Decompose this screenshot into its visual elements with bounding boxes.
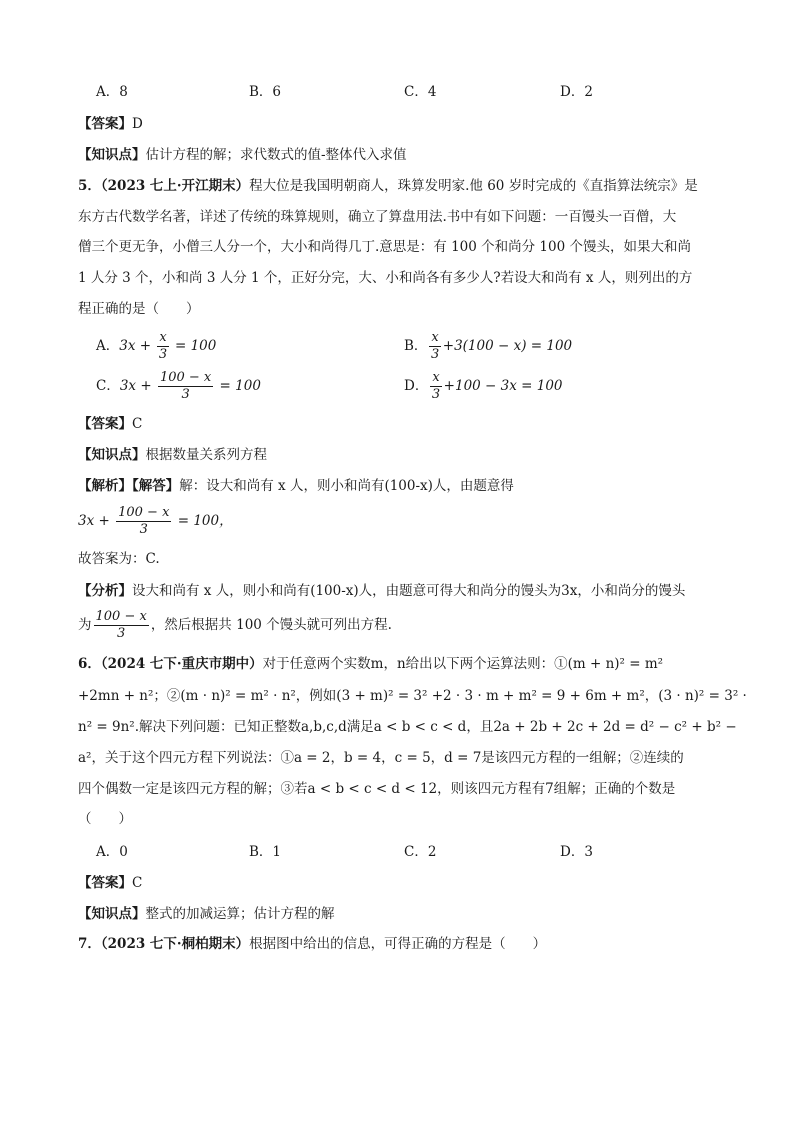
knowledge-tag: 【知识点】: [78, 447, 146, 463]
answer-value: D: [132, 116, 143, 132]
q4-option-c: C．4: [404, 84, 437, 100]
q6-option-a: A．0: [96, 844, 128, 860]
fenxi-text: 设大和尚有 x 人，则小和尚有(100-x)人，由题意可得大和尚分的馒头为3x，小和尚分的馒头: [132, 583, 686, 599]
q7-stem: [78, 934, 546, 954]
stem-text: 根据图中给出的信息，可得正确的方程是（ ）: [249, 936, 547, 952]
question-source: （2023 七上·开江期末）: [100, 178, 250, 194]
q4-option-a: A．8: [96, 84, 128, 100]
q5-fenxi: [78, 581, 685, 601]
q5-option-d: D． $\frac{x}{3}$ +100 − 3x = 100: [404, 370, 563, 402]
q5-stem-line-5: 程正确的是（ ）: [78, 301, 200, 317]
answer-tag: 【答案】: [78, 416, 132, 432]
question-number: 6．: [78, 656, 101, 672]
knowledge-text: 根据数量关系列方程: [145, 447, 267, 463]
answer-value: C: [132, 416, 143, 432]
q6-knowledge-point: [78, 904, 335, 924]
q6-stem-line-6: （ ）: [78, 811, 132, 827]
knowledge-text: 估计方程的解；求代数式的值-整体代入求值: [145, 147, 407, 163]
q5-option-a: A．3x + $\frac{x}{3}$ = 100: [96, 330, 217, 362]
fraction: $\frac{x}{3}$: [430, 330, 440, 362]
knowledge-text: 整式的加减运算；估计方程的解: [145, 906, 335, 922]
q4-answer: [78, 114, 143, 134]
q5-answer: [78, 414, 142, 434]
q5-stem-line-2: 东方古代数学名著，详述了传统的珠算规则，确立了算盘用法.书中有如下问题：一百馒头一百僧，大: [78, 209, 677, 225]
fraction: $\frac{x}{3}$: [158, 330, 168, 362]
analysis-text: 解：设大和尚有 x 人，则小和尚有(100-x)人，由题意得: [179, 478, 514, 494]
q4-option-b: B．6: [249, 84, 282, 100]
fraction: $\frac{100 - x}{3}$: [118, 505, 170, 537]
q4-option-d: D．2: [560, 84, 593, 100]
q6-option-d: D．3: [560, 844, 593, 860]
q6-stem-line-2: +2mn + n²；②(m · n)² = m² · n²，例如(3 + m)² = 3² +2 · 3 · m + m² = 9 + 6m + m²，(3 · n)² = 3² ·: [78, 688, 747, 704]
q4-knowledge-point: [78, 145, 407, 165]
q5-fenxi-line-2: 为 $\frac{100 - x}{3}$ ，然后根据共 100 个馒头就可列出方程.: [78, 609, 392, 641]
analysis-tag: 【解析】【解答】: [78, 478, 180, 494]
question-number: 7．: [78, 936, 101, 952]
fraction: $\frac{100 - x}{3}$: [159, 370, 212, 402]
q5-conclusion: 故答案为：C.: [78, 551, 160, 567]
q5-analysis: [78, 476, 514, 496]
q5-knowledge-point: [78, 445, 267, 465]
q6-option-b: B．1: [249, 844, 282, 860]
q6-option-c: C．2: [404, 844, 437, 860]
q5-option-c: C．3x + $\frac{100 - x}{3}$ = 100: [96, 370, 261, 402]
q6-stem-line-5: 四个偶数一定是该四元方程的解；③若a < b < c < d < 12，则该四元方程有7组解；正确的个数是: [78, 781, 676, 797]
answer-tag: 【答案】: [78, 875, 132, 891]
q5-equation: 3x + $\frac{100 - x}{3}$ = 100，: [78, 505, 233, 537]
answer-value: C: [132, 875, 143, 891]
q6-answer: [78, 873, 142, 893]
fraction: $\frac{x}{3}$: [431, 370, 441, 402]
question-number: 5．: [78, 178, 101, 194]
q5-stem-line-4: 1 人分 3 个，小和尚 3 人分 1 个，正好分完，大、小和尚各有多少人?若设大和尚有 x 人，则列出的方: [78, 270, 693, 286]
fraction: $\frac{100 - x}{3}$: [95, 609, 147, 641]
question-source: （2023 七下·桐柏期末）: [100, 936, 250, 952]
q5-stem-line-3: 僧三个更无争，小僧三人分一个，大小和尚得几丁.意思是：有 100 个和尚分 100 个馒头，如果大和尚: [78, 239, 691, 255]
question-source: （2024 七下·重庆市期中）: [100, 656, 263, 672]
q6-stem-line-4: a²，关于这个四元方程下列说法：①a = 2，b = 4，c = 5，d = 7是该四元方程的一组解；②连续的: [78, 750, 684, 766]
fenxi-tag: 【分析】: [78, 583, 132, 599]
q5-option-b: B． $\frac{x}{3}$ +3(100 − x) = 100: [404, 330, 573, 362]
q5-stem-line-1: [78, 176, 698, 196]
answer-tag: 【答案】: [78, 116, 132, 132]
q6-stem-line-1: [78, 654, 663, 674]
q6-stem-line-3: n² = 9n².解决下列问题：已知正整数a,b,c,d满足a < b < c < d，且2a + 2b + 2c + 2d = d² − c² + b² −: [78, 719, 737, 735]
stem-text: 对于任意两个实数m，n给出以下两个运算法则：①(m + n)² = m²: [262, 656, 664, 672]
stem-text: 程大位是我国明朝商人，珠算发明家.他 60 岁时完成的《直指算法统宗》是: [249, 178, 698, 194]
knowledge-tag: 【知识点】: [78, 906, 146, 922]
knowledge-tag: 【知识点】: [78, 147, 146, 163]
